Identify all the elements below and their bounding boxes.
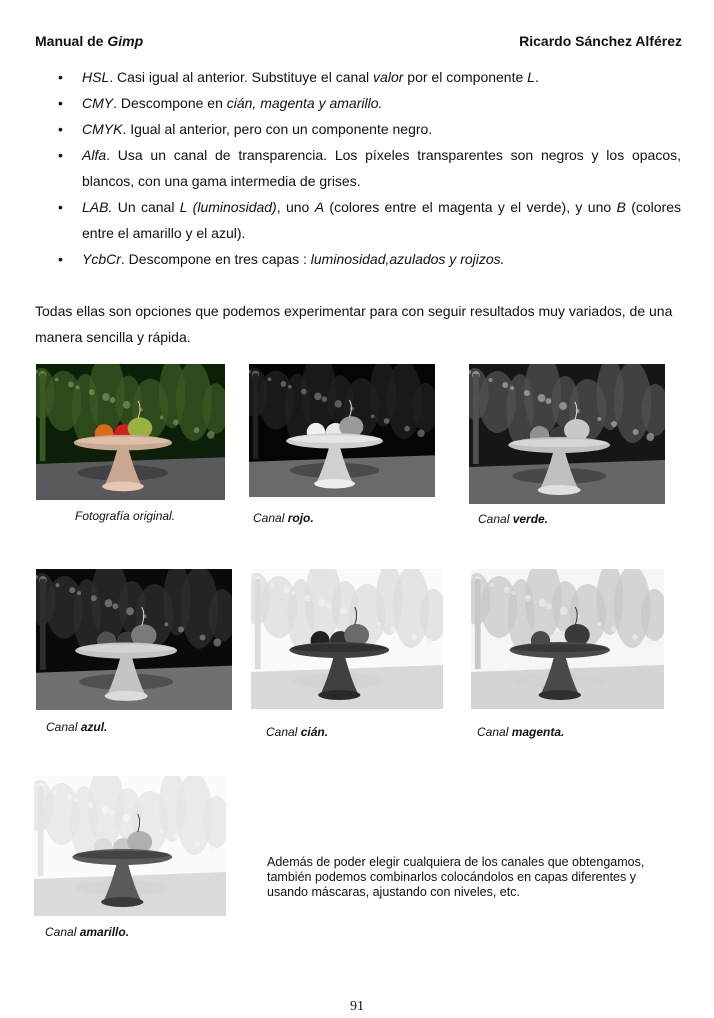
list-item-text: . — [534, 69, 539, 85]
caption-channel: amarillo. — [79, 925, 130, 939]
caption-rojo — [253, 511, 314, 525]
header-author: Ricardo Sánchez Alférez — [519, 33, 682, 49]
list-item-emphasis: CMYK — [82, 121, 123, 137]
channel-list — [35, 64, 681, 272]
channel-list-item — [35, 64, 681, 90]
caption-magenta — [477, 725, 564, 739]
caption-prefix: Canal — [478, 512, 513, 526]
caption-channel: azul. — [80, 720, 108, 734]
header-manual-title — [35, 33, 143, 49]
caption-amarillo — [45, 925, 129, 939]
list-item-text: por el componente — [403, 69, 528, 85]
photo-canal-amarillo — [34, 776, 226, 916]
list-item-emphasis: A — [314, 199, 325, 215]
caption-prefix: Canal — [477, 725, 512, 739]
photo-canal-magenta — [471, 569, 664, 709]
list-item-text: Un canal — [112, 199, 180, 215]
caption-verde — [478, 512, 548, 526]
caption-channel: magenta. — [511, 725, 565, 739]
page-number: 91 — [350, 999, 364, 1014]
photo-canal-cian — [251, 569, 443, 709]
caption-azul — [46, 720, 107, 734]
list-item-text: . Descompone en — [113, 95, 227, 111]
list-item-emphasis: CMY — [82, 95, 114, 111]
list-item-emphasis: valor — [373, 69, 404, 85]
list-item-emphasis: L — [527, 69, 535, 85]
list-item-emphasis: YcbCr — [82, 251, 121, 267]
caption-prefix: Canal — [45, 925, 80, 939]
header-title-gimp: Gimp — [107, 33, 144, 49]
caption-channel: cián. — [300, 725, 329, 739]
list-item-emphasis: LAB. — [82, 199, 113, 215]
list-item-emphasis: cián, magenta y amarillo. — [226, 95, 383, 111]
channel-list-item — [35, 142, 681, 194]
combination-note: Además de poder elegir cualquiera de los canales que obtengamos, también podemos combinarlos colocándolos en capas diferentes y usando máscaras, ajustando con niveles, etc. — [267, 855, 645, 899]
channel-list-item — [35, 90, 681, 116]
list-item-emphasis: luminosidad,azulados y rojizos. — [310, 251, 505, 267]
caption-cian — [266, 725, 328, 739]
caption-prefix: Canal — [46, 720, 81, 734]
channel-list-item — [35, 246, 681, 272]
photo-canal-rojo — [249, 364, 435, 497]
list-item-text: . Igual al anterior, pero con un componente negro. — [122, 121, 433, 137]
list-item-text: (colores entre el amarillo y el azul). — [82, 199, 682, 241]
caption-channel: verde. — [512, 512, 549, 526]
photo-canal-verde — [469, 364, 665, 504]
summary-paragraph: Todas ellas son opciones que podemos experimentar para con seguir resultados muy variados, de una manera sencilla y rápida. — [35, 303, 673, 345]
channel-list-item — [35, 194, 681, 246]
header-prefix: Manual de — [35, 33, 108, 49]
list-item-text: . Descompone en tres capas : — [120, 251, 311, 267]
list-item-emphasis: HSL — [82, 69, 110, 85]
list-item-text: . Casi igual al anterior. Substituye el canal — [109, 69, 374, 85]
photo-canal-azul — [36, 569, 232, 710]
list-item-text: , uno — [276, 199, 315, 215]
list-item-text: (colores entre el magenta y el verde), y uno — [324, 199, 617, 215]
caption-original: Fotografía original. — [75, 509, 176, 523]
list-item-emphasis: L (luminosidad) — [179, 199, 277, 215]
photo-original — [36, 364, 225, 500]
caption-channel: rojo. — [287, 511, 314, 525]
list-item-emphasis: Alfa — [82, 147, 107, 163]
caption-prefix: Canal — [253, 511, 288, 525]
list-item-text: . Usa un canal de transparencia. Los píxeles transparentes son negros y los opacos, blancos, con una gama intermedia de grises. — [82, 147, 681, 189]
list-item-emphasis: B — [616, 199, 626, 215]
caption-prefix: Canal — [266, 725, 301, 739]
channel-list-item — [35, 116, 681, 142]
